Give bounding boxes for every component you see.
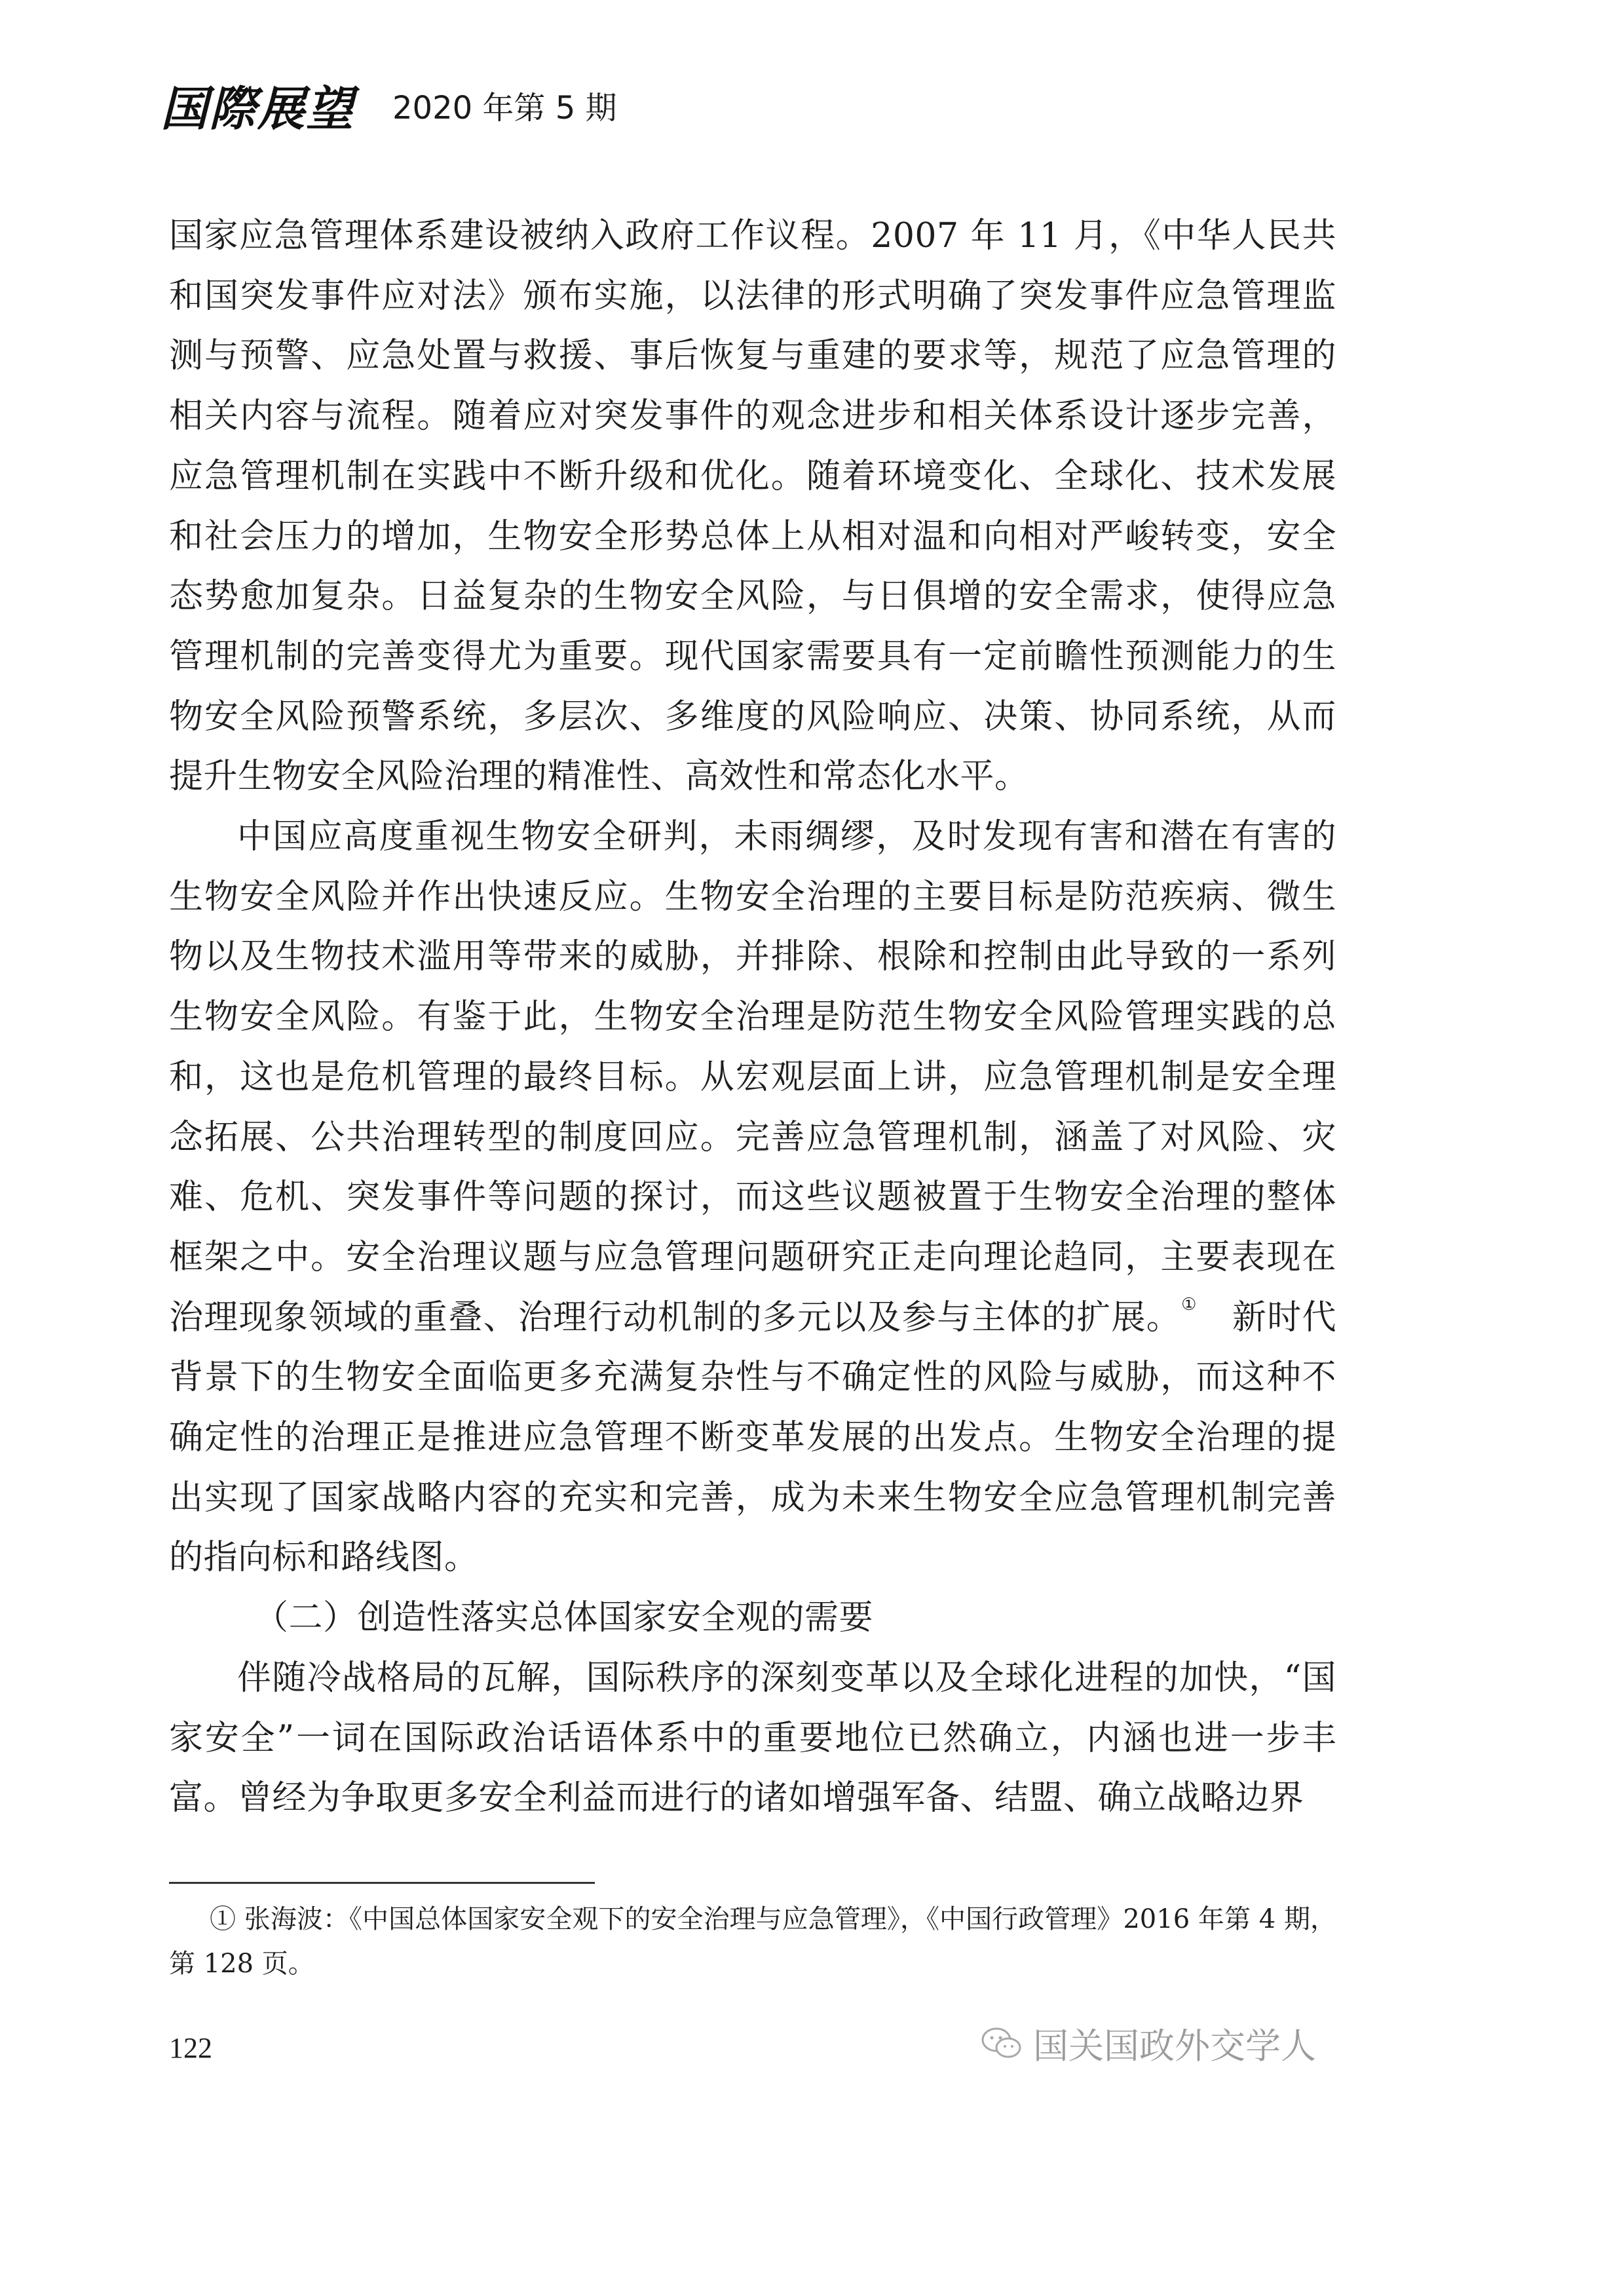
issue-label: 2020 年第 5 期 bbox=[392, 89, 617, 126]
paragraph-1: 国家应急管理体系建设被纳入政府工作议程。2007 年 11 月，《中华人民共和国突发事件应对法》颁布实施，以法律的形式明确了突发事件应急管理监测与预警、应急处置与救援、事后恢复与重建的要求等，规范了应急管理的相关内容与流程。随着应对突发事件的观念进步和相关体系设计逐步完善，应急管理机制在实践中不断升级和优化。随着环境变化、全球化、技术发展和社会压力的增加，生物安全形势总体上从相对温和向相对严峻转变，安全态势愈加复杂。日益复杂的生物安全风险，与日俱增的安全需求，使得应急管理机制的完善变得尤为重要。现代国家需要具有一定前瞻性预测能力的生物安全风险预警系统，多层次、多维度的风险响应、决策、协同系统，从而提升生物安全风险治理的精准性、高效性和常态化水平。 bbox=[169, 216, 1336, 797]
journal-logo: 国際展望 bbox=[161, 81, 355, 136]
footnote-rule bbox=[169, 1882, 595, 1884]
watermark bbox=[981, 2018, 1316, 2069]
page-number: 122 bbox=[169, 2032, 212, 2064]
article-body bbox=[169, 206, 1336, 1829]
footnote: ① 张海波：《中国总体国家安全观下的安全治理与应急管理》，《中国行政管理》2016 年第 4 期，第 128 页。 bbox=[169, 1904, 1336, 1979]
wechat-icon bbox=[981, 2027, 1023, 2061]
running-header bbox=[161, 69, 617, 141]
footnote-marker[interactable]: ① bbox=[1181, 1294, 1198, 1314]
paragraph-2 bbox=[169, 807, 1336, 1588]
watermark-text: 国关国政外交学人 bbox=[1033, 2025, 1316, 2067]
paragraph-3: 伴随冷战格局的瓦解，国际秩序的深刻变革以及全球化进程的加快，“国家安全”一词在国际政治话语体系中的重要地位已然确立，内涵也进一步丰富。曾经为争取更多安全利益而进行的诸如增强军备、结盟、确立战略边界 bbox=[169, 1658, 1336, 1818]
section-subheading: （二）创造性落实总体国家安全观的需要 bbox=[254, 1598, 874, 1638]
paragraph-2-cont: 新时代背景下的生物安全面临更多充满复杂性与不确定性的风险与威胁，而这种不确定性的治理正是推进应急管理不断变革发展的出发点。生物安全治理的提出实现了国家战略内容的充实和完善，成为未来生物安全应急管理机制完善的指向标和路线图。 bbox=[169, 1297, 1336, 1578]
paragraph-2-text: 中国应高度重视生物安全研判，未雨绸缪，及时发现有害和潜在有害的生物安全风险并作出快速反应。生物安全治理的主要目标是防范疾病、微生物以及生物技术滥用等带来的威胁，并排除、根除和控制由此导致的一系列生物安全风险。有鉴于此，生物安全治理是防范生物安全风险管理实践的总和，这也是危机管理的最终目标。从宏观层面上讲，应急管理机制是安全理念拓展、公共治理转型的制度回应。完善应急管理机制，涵盖了对风险、灾难、危机、突发事件等问题的探讨，而这些议题被置于生物安全治理的整体框架之中。安全治理议题与应急管理问题研究正走向理论趋同，主要表现在治理现象领域的重叠、治理行动机制的多元以及参与主体的扩展。 bbox=[169, 817, 1336, 1337]
